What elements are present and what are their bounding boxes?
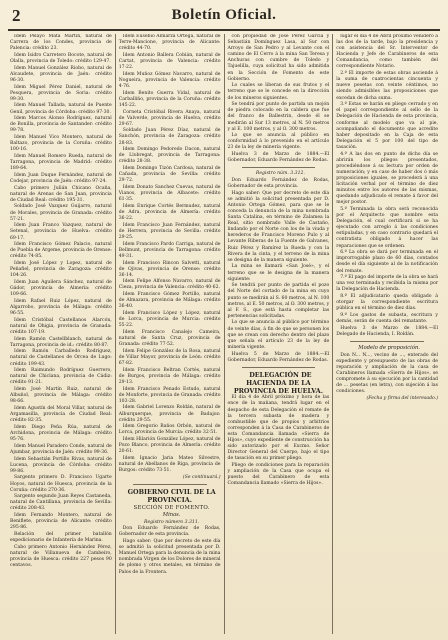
paragraph: Idem Gabriel Lorenzo Roldán, natural de Alburquerque, provincia de Badajoz: crédito 29·55.: [118, 405, 221, 423]
section-heading: DELEGACIÓN DE HACIENDA DE LA PROVINCIA DE HUELVA.: [233, 370, 323, 395]
paragraph: Soldado Juan Pérez Díaz, natural de Sanchón, provincia de Zaragoza: crédito 28·83.: [118, 128, 221, 146]
column-divider: [332, 34, 333, 634]
paragraph: Idem Hilarión González López, natural de Pozo Blanco, provincia de Almería: crédito 20·61.: [118, 437, 221, 455]
paragraph: Idem Juan Duque Fernández, natural de Codejar, provincia de Jaén: crédito 97·24.: [10, 172, 112, 184]
paragraph: Idem Francisco Canalejo Cameira, natural de Santa Cruz, provincia de Granada: crédito 77·52.: [118, 329, 221, 348]
paragraph: Idem Fernando Montero, natural de Beniflete, provincia de Alicante: crédito 295·86.: [10, 513, 112, 531]
paragraph: Idem Ignacio Jaria Mateo Silvestre, natural de Abellanos de Riga, provincia de Burgos: crédito 73·51.: [118, 455, 221, 474]
column-4: [334, 34, 440, 634]
paragraph: Sargento primero D. Francisco Ugarte Hoyos, natural de Huesca, provincia de la Coruña: crédito 270·36.: [10, 475, 112, 493]
paragraph: El día 4 de Abril próximo y hora de las once de la mañana, tendrá lugar en el despacho de esta Delegación el remate de la tercera subasta de madera y combustible que de propios y arbitrios corresponden á la Casa de Carabineros de esta Comandancia llamada «Sierra de Hijos», cuyo expediente de construcción ha sido autorizado por el Excmo. Señor Director General del Cuerpo, bajo el tipo de tasación en su primer pliego.: [227, 395, 330, 462]
paragraph: Idem Pelayo Mata Martín, natural de Carrera de los Condes, provincia de Palencia: crédito 23.: [10, 34, 112, 52]
closing-note: (Se continuará.): [182, 474, 221, 480]
paragraph: Idem Manuel González Riobo, natural de Alcaudete, provincia de Jaén: crédito 96·30.: [10, 65, 112, 83]
paragraph: 4.º A las dos en punto de dicho día se abrirán los pliegos presentados, procediéndose á su lectura por orden de numeración; y en caso de haber dos ó más proposiciones iguales, se procederá á una licitación verbal por el término de diez minutos entre los autores de las mismas, quedando adjudicado el remate á favor del mejor postor.: [336, 151, 438, 206]
subsection-heading: SECCIÓN DE FOMENTO.: [133, 504, 210, 511]
paragraph: Don Eduardo Fernández de Rodas, Gobernador de esta provincia.: [118, 526, 221, 538]
registry-line: Registro número 3.311.: [144, 519, 200, 525]
registry-line: Registro núm. 3.312.: [255, 171, 305, 177]
paragraph: Cabo primero Julián Chicano Ocaña, natural de Arenas de San Juan, provincia de Ciudad Real: crédito 195·31.: [10, 185, 112, 203]
paragraph: Idem Agustín del Moral Villar, natural de Argamasilla, provincia de Ciudad Real: crédito 82·35.: [10, 406, 112, 424]
paragraph: Idem Francisco López y López, natural de Lorca, provincia de Murcia: crédito 55·22.: [118, 311, 221, 329]
paragraph: Idem Francisco Juan Fernández, natural de Herrera, provincia de Sevilla: crédito 29·25.: [118, 222, 221, 240]
paragraph: Idem Eusebio Almarza Ortega, natural de Terre-Mancione, provincia de Alicante: crédito 44·70.: [118, 34, 221, 52]
paragraph: 7.º El pago del importe de la obra se hará una vez terminada y recibida la misma por la Delegación de Hacienda.: [336, 275, 438, 293]
paragraph: Idem Antonio Ballera Cobián, natural de Cartat, provincia de Valencia: crédito 17·22.: [118, 52, 221, 71]
paragraph: Idem Francisco Beltran Cortés, natural de Burgos, provincia de Málaga: crédito 29·13.: [118, 367, 221, 385]
section-rule: [242, 367, 316, 368]
page-header: [0, 0, 448, 30]
page-number: 2: [12, 6, 21, 25]
paragraph: Idem Francisco Gómez Portillo, natural de Almazara, provincia de Málaga: crédito 36·40.: [118, 292, 221, 310]
paragraph: Idem Francisco Pardo Carriga, natural de Bellmunt, provincia de Tarragona: crédito 49·31.: [118, 241, 221, 259]
paragraph: 3.º Estas se harán en pliego cerrado y en el papel correspondiente al sello de la Delegación de Hacienda de esta provincia, conforme al modelo que va al pie, acompañando el documento que acredite haber depositado en la Caja de esta Delegación el 5 por 100 del tipo de tasación.: [336, 102, 438, 150]
paragraph: Huelva 5 de Marzo de 1884.—El Gobernador, Eduardo Fernández de Rodas.: [227, 351, 330, 363]
paragraph: Idem Isidro Carretero Bocote, natural de Olalla, provincia de Toledo: crédito 129·47.: [10, 52, 112, 64]
paragraph: Idem Ramón Castellblanch, natural de Tarragona, provincia de id.: crédito 80·87.: [10, 336, 112, 348]
paragraph: Se tendrá por punto de partida el pozo del Norte del cortado de la mina en cuyo punto se medirán al S. 60 metros, al N. 100 metros, al E. 50 metros, al O. 300 metros, y al F. S., que está hasta completar las pertenencias solicitadas.: [227, 283, 330, 319]
paragraph: lugar el día 4 de Abril próximo venidero á las dos de la tarde, bajo la presidencia y con asistencia del Sr. Interventor de Hacienda y Jefe de Carabineros de esta Comandancia, como también del correspondiente Notario.: [336, 34, 438, 70]
paragraph: Lo cuales se liberan de sus frutos y el terreno que se le concede en la dirección de los mineros siguientes.: [227, 83, 330, 101]
paragraph: Huelva 3 de Marzo de 1884.—El Delegado de Hacienda, I. Roldán.: [336, 325, 438, 337]
section-heading: GOBIERNO CIVIL DE LA PROVINCIA.: [127, 487, 216, 504]
section-rule: [242, 167, 316, 168]
paragraph: Se tendrá por punto de partida un mojón de piedra colocado en la caldera que fue del franco de Ballestrin, desde él se medirán al Sur 13 metros, al N. 50 metros y al E. 100 metros, y al O. 300 metros.: [227, 102, 330, 132]
paragraph: Idem Donato Sanchez Cuevas, natural de Vianos, provincia de Albacete: crédito 61·35.: [118, 185, 221, 203]
paragraph: Idem Miguel Pérez Daniel, natural de Pesquera, provincia de Soria: crédito 99·30.: [10, 84, 112, 102]
section-rule: [350, 341, 424, 342]
paragraph: Idem Raimundo Rodríguez Guerrero, natural de Chiclana, provincia de Cádiz: crédito 91·21.: [10, 368, 112, 386]
paragraph: Idem Diego Peña Rúa, natural de Archidona, provincia de Málaga: crédito 95·76.: [10, 424, 112, 443]
paragraph: Huelva 3 de Marzo de 1884.—El Gobernador, Eduardo Fernández de Rodas.: [227, 152, 330, 164]
header-rule: [8, 29, 440, 31]
paragraph: Don N... N..., vecino de ..., enterado del expediente y presupuesto de las obras de reparación y ampliación de la casa de Carabineros llamada «Sierra de Hijos», se compromete á su ejecución por la cantidad de ... pesetas (en letra), con sujeción á las condiciones.: [336, 352, 438, 395]
paragraph: Pliego de condiciones para la reparación y ampliación de la Casa que ocupa el puesto del Carabinero de esta Comandancia llamado «Sierra de Hijos».: [227, 462, 330, 487]
paragraph: Idem Francisco Penado Estudo, natural de Monforte, provincia de Granada: crédito 103·28.: [118, 386, 221, 404]
paragraph: Lo que se anuncia al público en conformidad á lo prevenido en el artículo 23 de la ley de minería vigente.: [227, 133, 330, 151]
column-3: [226, 34, 332, 634]
paragraph: Idem Felipe González de la Rosa, natural de Villar Mayor, provincia de León: crédito 67·82.: [118, 348, 221, 366]
paragraph: 6.º La obra se dará por terminada en el improrrogable plazo de 60 días, contados desde el día siguiente al de la notificación del remate.: [336, 250, 438, 274]
paragraph: Idem Manuel Paradero Conde, natural de Ajumbar, provincia de Jaén: crédito 99·36.: [10, 443, 112, 455]
column-divider: [115, 34, 116, 634]
paragraph: Idem Francisco Gómez Palacio, natural de Puebla de Argeme, provincia de Orense: crédito 74·85.: [10, 242, 112, 260]
column-1: [8, 34, 114, 634]
paragraph: Idem José López y Lopez, natural de Peñafiel, provincia de Zaragoza: crédito 104·26.: [10, 261, 112, 279]
paragraph: 9.º Los gastos de subasta, escritura y demás, serán de cuenta del rematante.: [336, 312, 438, 325]
paragraph: Idem Manuel Tallada, natural de Puente Genil, provincia de Córdoba: crédito 97·30.: [10, 103, 112, 115]
closing-note: (Fecha y firma del interesado.): [366, 395, 438, 401]
paragraph: Soldado José Vazquez Guijarro, natural de Morales, provincia de Granada: crédito 57·21.: [10, 204, 112, 222]
paragraph: Idem Marcos Alonso Rodríguez, natural de Bonilla, provincia de Santander: crédito 99·78.: [10, 116, 112, 134]
paragraph: Idem Manuel Vico Montero, natural de Baltazo, provincia de la Coruña: crédito 100·16.: [10, 135, 112, 153]
paragraph: Hago saber: Que por decreto de este día se admitió la solicitud presentada por D. Antonio Ortega Gómez, para que se le conceda la denuncia de la mina nombrada Santa Catalina, en término de Zalamea la Real, sitio nombrado Valle de Castaño, lindando por el Norte con los de la viuda y herederos de Francisco Moreno Pulo y al Levante Riberas de la Fuente de Galvanes, Ruiz Pérez y Ramírez la Rueda y con la Rivera de la cinta, y el terreno de la mina se designa de la manera siguiente.: [227, 190, 330, 263]
paragraph: Idem Juan Aguilera Sánchez, natural de Gádor, provincia de Almería: crédito 109·66.: [10, 279, 112, 298]
subsection-title: Minas.: [162, 512, 181, 519]
paragraph: Idem Muñoz Gómez Navarro, natural de Nogueira, provincia de Valencia: crédito 4·76.: [118, 71, 221, 89]
paragraph: Idem Ramón Carballedo Rodríguez, natural de Castellanos de Orcea de Lugo: crédito 199·43.: [10, 349, 112, 367]
subsection-title: Modelo de proposición.: [358, 344, 420, 351]
paragraph: Sargento segundo Juan Reyes Castaneda, natural de Cantillana, provincia de Sevilla: crédito 208·43.: [10, 494, 112, 512]
paragraph: Corneta Cristóbal Rivera Anaya, natural de Valverde, provincia de Huelva, crédito 29·67.: [118, 109, 221, 127]
paragraph: Idem Sebastián Portillo Rivas, natural de Lucena, provincia de Córdoba: crédito 99·86.: [10, 456, 112, 474]
paragraph: Idem Francisco Rincon Salvetti, natural de Ojivas, provincia de Orense: crédito 36·14.: [118, 260, 221, 278]
paragraph: Relación del primer batallón expedicionario de Infantería de Marina.: [10, 532, 112, 544]
paragraph: Idem Enrique Cortés Bermudez, natural de Adra, provincia de Almería: crédito 36·22.: [118, 203, 221, 222]
paragraph: Idem Benito Guerra Vidal, natural de Carballiño, provincia de la Coruña: crédito 145·22.: [118, 90, 221, 108]
paragraph: 8.º El adjudicatario queda obligado á otorgar la correspondiente escritura pública en el término de diez días.: [336, 294, 438, 312]
paragraph: Cabo primero Antonio Hernández Pérez, natural de Villanueva de Cambeiro, provincia de Huesca: crédito 227 pesos 90 centavos.: [10, 544, 112, 569]
paragraph: Idem Domingo Pedoredo Dacon, natural de Llobregat, provincia de Tarragona: crédito 28·38.: [118, 147, 221, 165]
paragraph: Idem José Martín Ruiz, natural de Albuñol, provincia de Málaga: crédito 98·66.: [10, 387, 112, 405]
paragraph: 5.º Terminada la obra será reconocida por el Arquitecto que nombre esta Delegación, el cual certificará si se ha ejecutado con arreglo á las condiciones estipuladas, y en caso contrario quedará el contratista obligado á hacer las reparaciones que se ordenen.: [336, 207, 438, 249]
text-columns: [8, 34, 440, 634]
paragraph: 2.º El importe de estas obras asciende á la suma de cuatrocientas cincuenta y nueve pesetas con veinte céntimos, no siendo admisibles las proposiciones que excedan de dicha suma.: [336, 71, 438, 101]
paragraph: Lo que se anuncia al público por término de veinte días, á fin de que se personen los que se crean con derecho dentro del plazo que señala el artículo 23 de la ley de minería vigente.: [227, 320, 330, 350]
column-divider: [224, 34, 225, 634]
column-2: [117, 34, 223, 634]
paragraph: Don Eduardo Fernández de Rodas, Gobernador de esta provincia.: [227, 177, 330, 190]
paragraph: Idem Domingo Tizón Cardosa, natural de Cañada, provincia de Sevilla: crédito 29·72.: [118, 166, 221, 184]
section-rule: [133, 484, 207, 485]
paragraph: Idem Manuel Romero Rueda, natural de Tarragona, provincia de Madrid: crédito 189·64.: [10, 153, 112, 172]
paragraph: Hago saber: Que por decreto de este día se admitió la solicitud presentada por D. Manuel Ortega para la denuncia de la mina nombrada Virgen de los Dolores de mineral de plomo y otros metales, en término de Palos de la Frontera.: [118, 539, 221, 575]
paragraph: Idem Cristóbal Castellanos Alarcón, natural de Ohigia, provincia de Granada: crédito 107·19.: [10, 317, 112, 335]
paragraph: Idem Gregorio Baños Orbón, natural de Lorca, provincia de Murcia: crédito 32·51.: [118, 424, 221, 436]
paragraph: La mina se llamará «San José», y el terreno que se le designa de la manera siguiente:: [227, 264, 330, 282]
publication-title: Boletín Oficial.: [171, 7, 277, 23]
paragraph: Idem Juan Franco Vazquez, natural de Setenal, provincia de Huelva: crédito 69·17.: [10, 223, 112, 241]
paragraph: con propiedad de José Pérez Garcia y Sebastián Domínguez Lasa, al Sur con Arroyo de San Pedro y al Levante con el camino de El Cerro á la mina San Teresa y Anchuras con cumbre de Toledo y Tajuelilla, cuya solicitud ha sido admitida en la Sección de Fomento de este Gobierno.: [227, 34, 330, 82]
paragraph: Idem Rafael Ruiz López, natural de Algarrobo, provincia de Málaga: crédito 96·55.: [10, 298, 112, 317]
paragraph: Idem Felipe Alfonso Navarro, natural de Cieza, provincia de Valencia: crédito 40·62.: [118, 279, 221, 291]
